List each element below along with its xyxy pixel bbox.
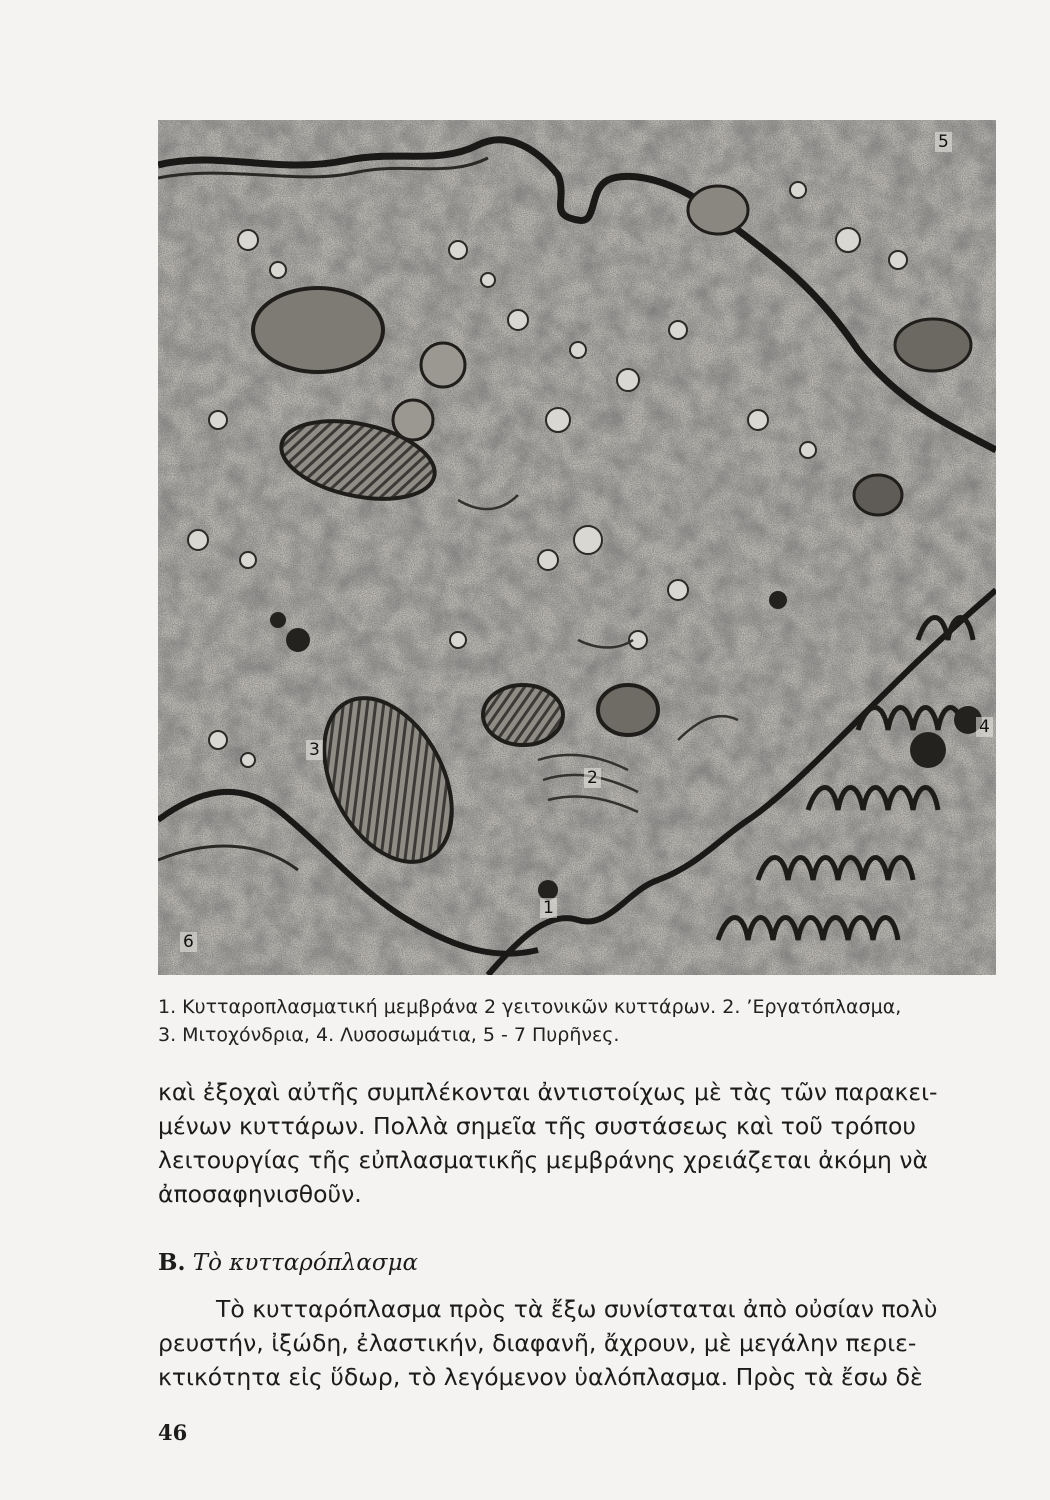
- text-line: ἀποσαφηνισθοῦν.: [158, 1180, 362, 1208]
- text-line: κτικότητα εἰς ὕδωρ, τὸ λεγόμενον ὑαλόπλασμα. Πρὸς τὰ ἔσω δὲ: [158, 1363, 923, 1391]
- figure-label-5: 5: [935, 132, 952, 152]
- electron-micrograph: [158, 120, 996, 975]
- figure-label-1: 1: [540, 898, 557, 918]
- micrograph-image: [158, 120, 996, 975]
- text-line: μένων κυττάρων. Πολλὰ σημεῖα τῆς συστάσεως καὶ τοῦ τρόπου: [158, 1112, 916, 1140]
- caption-line: 3. Μιτοχόνδρια, 4. Λυσοσωμάτια, 5 - 7 Πυρῆνες.: [158, 1024, 620, 1046]
- caption-line: 1. Κυτταροπλασματική μεμβράνα 2 γειτονικῶν κυττάρων. 2. ’Εργατόπλασμα,: [158, 996, 902, 1018]
- section-letter: Β.: [158, 1249, 186, 1276]
- section-title: Τὸ κυτταρόπλασμα: [192, 1250, 419, 1276]
- figure-label-4: 4: [976, 717, 993, 737]
- text-line: ρευστήν, ἰξώδη, ἐλαστικήν, διαφανῆ, ἄχρουν, μὲ μεγάλην περιε-: [158, 1329, 917, 1357]
- figure-caption: [158, 993, 1008, 1049]
- page-number: 46: [158, 1420, 188, 1445]
- text-line: καὶ ἐξοχαὶ αὐτῆς συμπλέκονται ἀντιστοίχως μὲ τὰς τῶν παρακει-: [158, 1078, 938, 1106]
- figure-label-6: 6: [180, 932, 197, 952]
- figure-label-3: 3: [306, 740, 323, 760]
- paragraph-cytoplasm: [158, 1292, 1000, 1394]
- figure-label-2: 2: [584, 768, 601, 788]
- section-heading: [158, 1249, 418, 1276]
- paragraph-membrane: [158, 1075, 1000, 1211]
- text-line: λειτουργίας τῆς εὐπλασματικῆς μεμβράνης χρειάζεται ἀκόμη νὰ: [158, 1146, 928, 1174]
- text-line: Τὸ κυτταρόπλασμα πρὸς τὰ ἔξω συνίσταται ἀπὸ οὐσίαν πολὺ: [216, 1295, 938, 1323]
